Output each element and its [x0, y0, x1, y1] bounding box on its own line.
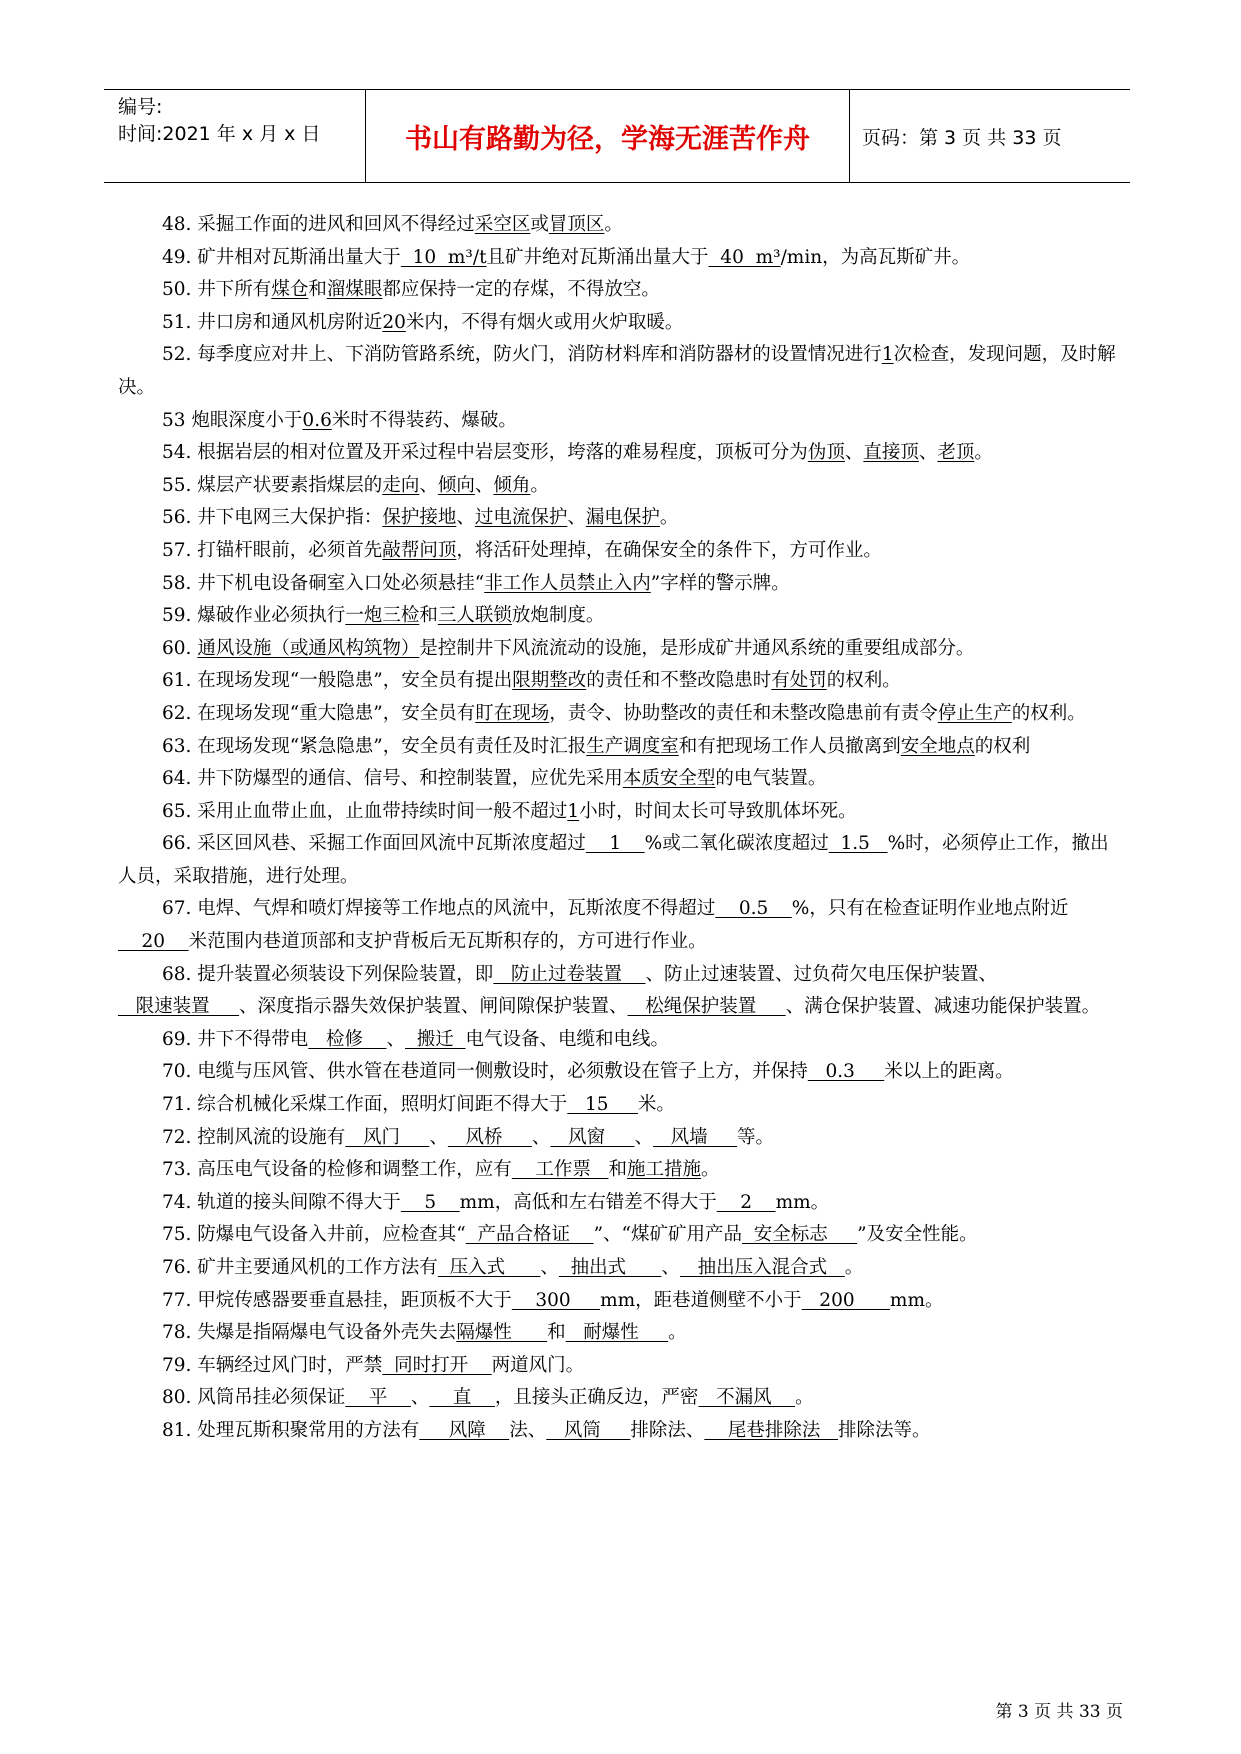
list-item	[118, 1154, 1126, 1187]
item-text: 72. 控制风流的设施有	[162, 1126, 346, 1148]
item-text: 62. 在现场发现“重大隐患”，安全员有	[162, 702, 476, 724]
list-item	[118, 470, 1126, 503]
list-item	[118, 1382, 1126, 1415]
answer-blank: 采空区	[474, 214, 531, 235]
list-item	[118, 274, 1126, 307]
answer-blank: 伪顶	[807, 442, 845, 464]
item-text: 的权利。	[826, 670, 901, 692]
item-text: 76. 矿井主要通风机的工作方法有	[162, 1257, 438, 1278]
item-text: 、满仓保护装置、减速功能保护装置。	[785, 996, 1101, 1018]
item-text: ”及安全性能。	[857, 1224, 978, 1246]
item-text: 54. 根据岩层的相对位置及开采过程中岩层变形，垮落的难易程度，顶板可分为	[162, 442, 808, 464]
item-text: 53 炮眼深度小于	[162, 409, 303, 431]
answer-blank: 停止生产	[937, 702, 1012, 724]
item-text: ”字样的警示牌。	[650, 572, 790, 594]
item-text: 75. 防爆电气设备入井前，应检查其“	[162, 1224, 466, 1246]
answer-blank: 防止过卷装置	[493, 963, 646, 985]
item-text: 、	[540, 1257, 559, 1278]
list-item	[118, 1089, 1126, 1122]
list-item	[118, 665, 1126, 698]
item-text: 。	[668, 1322, 687, 1344]
answer-blank: 煤仓	[271, 279, 309, 301]
item-text: 59. 爆破作业必须执行	[162, 605, 346, 627]
answer-blank: 200	[801, 1289, 890, 1311]
answer-blank: 安全地点	[900, 735, 975, 757]
item-text: 米。	[637, 1094, 675, 1116]
item-text: 70. 电缆与压风管、供水管在巷道同一侧敷设时，必须敷设在管子上方，并保持	[162, 1061, 808, 1083]
header-page-info: 页码：第 3 页 共 33 页	[862, 126, 1062, 149]
answer-blank: 施工措施	[627, 1159, 702, 1181]
item-text: 。	[604, 214, 623, 235]
page-header	[104, 89, 1130, 183]
answer-blank: 300	[511, 1289, 601, 1311]
answer-blank: 安全标志	[741, 1224, 858, 1246]
item-text: 、	[567, 507, 586, 529]
answer-blank: 1	[567, 800, 580, 822]
answer-blank: 保护接地	[382, 507, 457, 529]
answer-blank: 1	[881, 344, 894, 366]
item-text: mm，高低和左右错差不得大于	[459, 1191, 717, 1213]
item-text: mm。	[889, 1289, 944, 1311]
list-item	[118, 1350, 1126, 1383]
item-text: 和有把现场工作人员撤离到	[678, 735, 901, 757]
answer-blank: 搬迁	[405, 1028, 466, 1050]
list-item	[118, 731, 1126, 764]
item-text: 。	[701, 1159, 720, 1181]
answer-blank: 通风设施（或通风构筑物）	[197, 637, 420, 659]
document-time: 时间:2021 年 x 月 x 日	[118, 123, 321, 145]
answer-blank: 有处罚	[771, 670, 827, 692]
list-item	[118, 1219, 1126, 1252]
item-text: 。	[530, 474, 549, 496]
answer-blank: 0.5	[715, 898, 792, 920]
answer-blank: 不漏风	[698, 1387, 796, 1409]
list-item	[118, 698, 1126, 731]
answer-blank: 平	[345, 1387, 411, 1409]
item-text: 和	[419, 605, 438, 627]
answer-blank: 倾角	[493, 474, 531, 496]
answer-blank: 三人联锁	[437, 605, 512, 627]
answer-blank: 10 m³/t	[400, 246, 487, 268]
item-text: 米范围内巷道顶部和支护背板后无瓦斯积存的，方可进行作业。	[188, 931, 707, 953]
item-text: 两道风门。	[491, 1354, 585, 1376]
list-item	[118, 1317, 1126, 1350]
item-text: 且矿井绝对瓦斯涌出量大于	[486, 246, 709, 268]
list-item	[118, 828, 1126, 893]
answer-blank: 直	[429, 1387, 495, 1409]
answer-blank: 5	[400, 1191, 460, 1213]
list-item	[118, 502, 1126, 535]
list-item	[118, 307, 1126, 340]
item-text: mm，距巷道侧壁不小于	[600, 1289, 802, 1311]
answer-blank: 隔爆性	[456, 1322, 548, 1344]
item-text: 。	[844, 1257, 864, 1278]
list-item	[118, 339, 1126, 404]
answer-blank: 限速装置	[118, 996, 240, 1018]
item-text: mm。	[775, 1191, 830, 1213]
list-item	[118, 535, 1126, 568]
item-text: 48. 采掘工作面的进风和回风不得经过	[162, 214, 475, 235]
answer-blank: 压入式	[437, 1257, 541, 1278]
item-text: 是控制井下风流流动的设施，是形成矿井通风系统的重要组成部分。	[419, 637, 975, 659]
item-text: 、	[419, 474, 438, 496]
document-number-label: 编号:	[118, 96, 163, 118]
answer-blank: 直接顶	[863, 442, 919, 464]
item-text: 58. 井下机电设备硐室入口处必须悬挂“	[162, 572, 485, 594]
item-text: 67. 电焊、气焊和喷灯焊接等工作地点的风流中，瓦斯浓度不得超过	[162, 898, 716, 920]
answer-blank: 敲帮问顶	[382, 539, 457, 561]
list-item	[118, 1187, 1126, 1220]
answer-blank: 本质安全型	[622, 768, 716, 790]
item-text: 65. 采用止血带止血，止血带持续时间一般不超过	[162, 800, 568, 822]
item-text: 73. 高压电气设备的检修和调整工作，应有	[162, 1159, 512, 1181]
item-text: 。	[974, 442, 993, 464]
item-text: 。	[795, 1387, 814, 1409]
item-text: 米以上的距离。	[884, 1061, 1014, 1083]
item-text: %，只有在检查证明作业地点附近	[791, 898, 1069, 920]
item-text: 49. 矿井相对瓦斯涌出量大于	[162, 246, 401, 268]
list-item	[118, 1252, 1126, 1285]
answer-blank: 老顶	[937, 442, 975, 464]
answer-blank: 非工作人员禁止入内	[484, 572, 651, 594]
item-text: 74. 轨道的接头间隙不得大于	[162, 1191, 401, 1213]
answer-blank: 工作票	[511, 1159, 609, 1181]
item-text: 法、	[509, 1419, 547, 1441]
list-item	[118, 600, 1126, 633]
answer-blank: 2	[716, 1191, 776, 1213]
item-text: 69. 井下不得带电	[162, 1028, 309, 1050]
item-text: 80. 风筒吊挂必须保证	[162, 1387, 346, 1409]
item-text: 的权利	[974, 735, 1031, 757]
header-meta	[104, 90, 366, 182]
item-text: ，且接头正确反边，严密	[494, 1387, 699, 1409]
answer-blank: 20	[118, 931, 189, 953]
item-text: 、	[386, 1028, 405, 1050]
answer-blank: 15	[567, 1094, 638, 1116]
item-text: 次检查，发现问题，及时解决。	[118, 344, 1116, 398]
item-text: 的责任和不整改隐患时	[586, 670, 772, 692]
item-text: 米内，不得有烟火或用火炉取暖。	[405, 311, 684, 333]
item-text: 、	[474, 474, 494, 496]
answer-blank: 倾向	[437, 474, 475, 496]
page-footer: 第 3 页 共 33 页	[995, 1702, 1123, 1722]
answer-blank: 0.3	[807, 1061, 885, 1083]
item-text: 电气设备、电缆和电线。	[465, 1028, 670, 1050]
item-text: 的电气装置。	[715, 768, 827, 790]
answer-blank: 风桥	[447, 1126, 532, 1148]
answer-blank: 一炮三检	[345, 605, 420, 627]
list-item	[118, 1285, 1126, 1318]
list-item	[118, 1122, 1126, 1155]
item-text: 、	[410, 1387, 430, 1409]
item-text: 和	[308, 279, 327, 301]
item-text: /min，为高瓦斯矿井。	[780, 246, 971, 268]
item-text: 、	[429, 1126, 448, 1148]
item-text: 和	[547, 1322, 566, 1344]
answer-blank: 限期整改	[512, 670, 587, 692]
item-text: 米时不得装药、爆破。	[331, 409, 517, 431]
list-item	[118, 437, 1126, 470]
item-text: ，将活矸处理掉，在确保安全的条件下，方可作业。	[456, 539, 882, 561]
answer-blank: 20	[382, 311, 406, 333]
item-text: %时，必须停止工作，撤出人员，采取措施，进行处理。	[118, 833, 1109, 887]
item-text: 57. 打锚杆眼前，必须首先	[162, 539, 383, 561]
answer-blank: 检修	[308, 1028, 387, 1050]
item-text: 50. 井下所有	[162, 279, 272, 301]
item-text: 的权利。	[1011, 702, 1086, 724]
answer-blank: 1	[585, 833, 645, 855]
item-text: 51. 井口房和通风机房附近	[162, 311, 383, 333]
item-text: 等。	[737, 1126, 775, 1148]
answer-blank: 冒顶区	[548, 214, 605, 235]
item-text: 、防止过速装置、过负荷欠电压保护装置、	[645, 963, 997, 985]
item-text: 68. 提升装置必须装设下列保险装置，即	[162, 963, 494, 985]
answer-blank: 风障	[419, 1419, 510, 1441]
list-item	[118, 1415, 1126, 1448]
answer-blank: 漏电保护	[585, 507, 660, 529]
answer-blank: 0.6	[302, 409, 332, 431]
item-text: ，责令、协助整改的责任和未整改隐患前有责令	[549, 702, 938, 724]
item-text: 79. 车辆经过风门时，严禁	[162, 1354, 383, 1376]
item-text: 60.	[162, 637, 198, 659]
answer-blank: 溜煤眼	[326, 279, 383, 301]
item-text: 。	[659, 507, 679, 529]
answer-blank: 产品合格证	[465, 1224, 594, 1246]
header-motto: 书山有路勤为径，学海无涯苦作舟	[366, 90, 850, 182]
item-text: 排除法等。	[838, 1419, 931, 1441]
item-text: 81. 处理瓦斯积聚常用的方法有	[162, 1419, 420, 1441]
item-text: 63. 在现场发现“紧急隐患”，安全员有责任及时汇报	[162, 735, 587, 757]
list-item	[118, 209, 1126, 242]
item-text: 71. 综合机械化采煤工作面，照明灯间距不得大于	[162, 1094, 568, 1116]
answer-blank: 抽出式	[558, 1257, 662, 1278]
item-text: 或	[530, 214, 549, 235]
answer-blank: 1.5	[828, 833, 888, 855]
item-text: 、深度指示器失效保护装置、闸间隙保护装置、	[239, 996, 628, 1018]
answer-blank: 抽出压入混合式	[679, 1257, 845, 1278]
answer-blank: 同时打开	[382, 1354, 492, 1376]
list-item	[118, 1024, 1126, 1057]
item-text: 放炮制度。	[511, 605, 605, 627]
item-text: 、	[661, 1257, 680, 1278]
item-text: 66. 采区回风巷、采掘工作面回风流中瓦斯浓度超过	[162, 833, 586, 855]
answer-blank: 40 m³	[708, 246, 781, 268]
answer-blank: 风墙	[653, 1126, 738, 1148]
item-text: 和	[608, 1159, 627, 1181]
item-text: 64. 井下防爆型的通信、信号、和控制装置，应优先采用	[162, 768, 623, 790]
item-text: 、	[531, 1126, 551, 1148]
list-item	[118, 405, 1126, 438]
item-text: 小时，时间太长可导致肌体坏死。	[579, 800, 857, 822]
item-text: 56. 井下电网三大保护指：	[162, 507, 383, 529]
answer-blank: 过电流保护	[474, 507, 568, 529]
list-item	[118, 796, 1126, 829]
list-item	[118, 893, 1126, 958]
answer-blank: 风窗	[550, 1126, 635, 1148]
item-text: 52. 每季度应对井上、下消防管路系统，防火门，消防材料库和消防器材的设置情况进行	[162, 344, 882, 366]
item-text: 、	[456, 507, 475, 529]
answer-blank: 松绳保护装置	[627, 996, 786, 1018]
answer-blank: 耐爆性	[565, 1322, 669, 1344]
item-text: 77. 甲烷传感器要垂直悬挂，距顶板不大于	[162, 1289, 512, 1311]
item-text: 78. 失爆是指隔爆电气设备外壳失去	[162, 1322, 457, 1344]
answer-blank: 走向	[382, 474, 420, 496]
item-text: 、	[634, 1126, 653, 1148]
question-list	[118, 209, 1126, 1448]
answer-blank: 风门	[345, 1126, 430, 1148]
list-item	[118, 1056, 1126, 1089]
item-text: 55. 煤层产状要素指煤层的	[162, 474, 383, 496]
item-text: 、	[918, 442, 938, 464]
list-item	[118, 633, 1126, 666]
item-text: %或二氧化碳浓度超过	[644, 833, 829, 855]
item-text: 排除法、	[630, 1419, 705, 1441]
item-text: 都应保持一定的存煤，不得放空。	[382, 279, 660, 301]
answer-blank: 风筒	[546, 1419, 631, 1441]
answer-blank: 尾巷排除法	[704, 1419, 838, 1441]
list-item	[118, 959, 1126, 1024]
answer-blank: 生产调度室	[586, 735, 679, 757]
item-text: ”、“煤矿矿用产品	[593, 1224, 742, 1246]
answer-blank: 盯在现场	[475, 702, 550, 724]
list-item	[118, 568, 1126, 601]
item-text: 、	[844, 442, 864, 464]
list-item	[118, 763, 1126, 796]
list-item	[118, 242, 1126, 275]
item-text: 61. 在现场发现“一般隐患”，安全员有提出	[162, 670, 513, 692]
